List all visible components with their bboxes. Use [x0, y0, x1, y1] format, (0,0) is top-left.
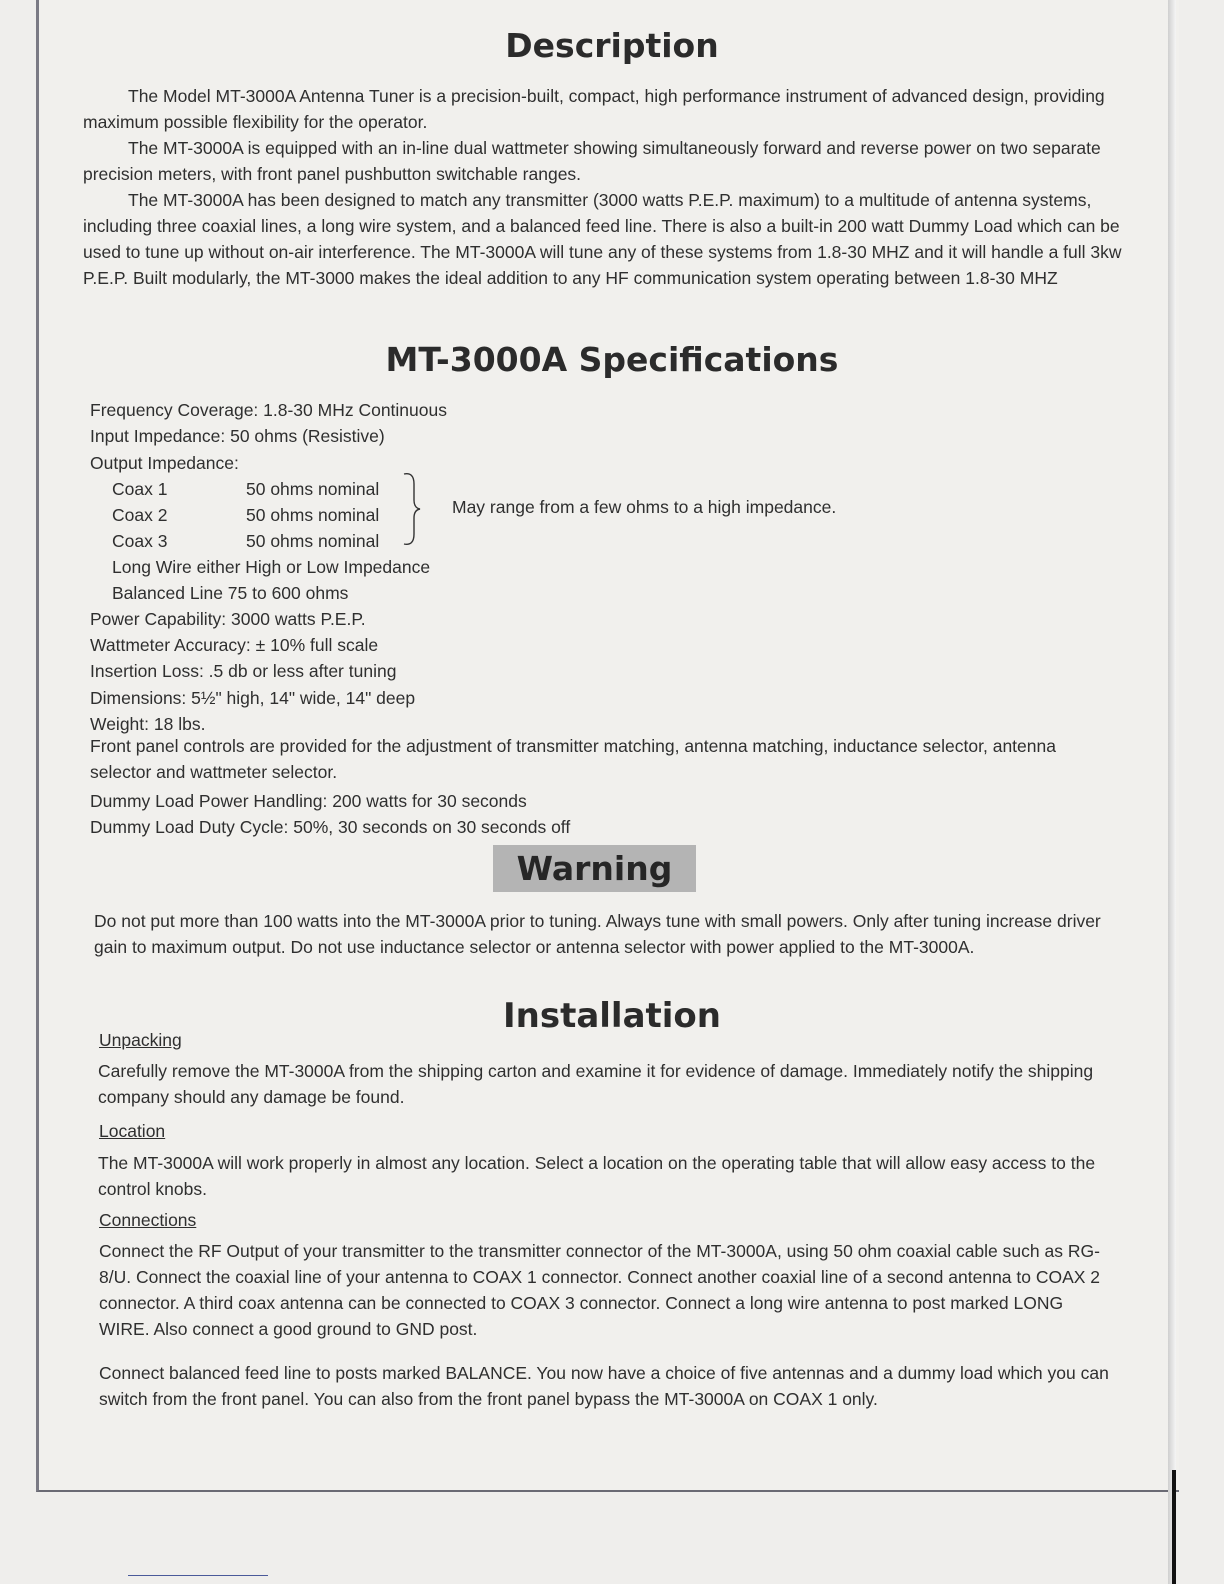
- unpacking-text: Carefully remove the MT-3000A from the shipping carton and examine it for evidence of damage. Immediately notify the shipping company should any damage be found.: [98, 1061, 1094, 1107]
- spec-output-impedance: Output Impedance:: [90, 453, 239, 473]
- spec-dimensions: Dimensions: 5½" high, 14" wide, 14" deep: [90, 688, 416, 708]
- bottom-rule: [128, 1575, 268, 1576]
- spec-coax-2-label: Coax 2: [112, 505, 168, 525]
- spec-long-wire: Long Wire either High or Low Impedance: [112, 557, 431, 577]
- spec-balanced-line: Balanced Line 75 to 600 ohms: [112, 583, 349, 603]
- description-title: Description: [505, 26, 719, 65]
- spec-coax-1-value: 50 ohms nominal: [246, 479, 380, 499]
- spec-accuracy: Wattmeter Accuracy: ± 10% full scale: [90, 635, 379, 655]
- connections-text-1: Connect the RF Output of your transmitter to the transmitter connector of the MT-3000A, using 50 ohm coaxial cable such as RG-8/U. Connect the coaxial line of your antenna to COAX 1 connector. Connect another coaxial line of a second antenna to COAX 2 connector. A third coax antenna can be connected to COAX 3 connector. Connect a long wire antenna to post marked LONG WIRE. Also connect a good ground to GND post.: [99, 1241, 1101, 1339]
- spec-insertion-loss: Insertion Loss: .5 db or less after tuning: [90, 661, 397, 681]
- spec-power: Power Capability: 3000 watts P.E.P.: [90, 609, 366, 629]
- page-edge-strip: [1172, 1470, 1176, 1584]
- installation-title: Installation: [502, 996, 721, 1036]
- location-text: The MT-3000A will work properly in almost any location. Select a location on the operating table that will allow easy access to the control knobs.: [98, 1153, 1096, 1199]
- spec-weight: Weight: 18 lbs.: [90, 714, 206, 734]
- warning-text: Do not put more than 100 watts into the MT-3000A prior to tuning. Always tune with small powers. Only after tuning increase driver gain to maximum output. Do not use inductance selector or antenna selector with power applied to the MT-3000A.: [94, 911, 1101, 957]
- spec-coax-1-label: Coax 1: [112, 479, 168, 499]
- page-edge-shadow: [1168, 0, 1176, 1584]
- description-paragraph-2: The MT-3000A is equipped with an in-line dual wattmeter showing simultaneously forward and reverse power on two separate precision meters, with front panel pushbutton switchable ranges.: [83, 138, 1101, 184]
- spec-dummy-duty: Dummy Load Duty Cycle: 50%, 30 seconds on 30 seconds off: [90, 817, 571, 837]
- spec-frequency: Frequency Coverage: 1.8-30 MHz Continuous: [90, 400, 447, 420]
- specifications-title: MT-3000A Specifications: [385, 340, 839, 379]
- spec-range-note: May range from a few ohms to a high impedance.: [452, 497, 837, 517]
- spec-front-panel: Front panel controls are provided for the adjustment of transmitter matching, antenna matching, inductance selector, antenna selector and wattmeter selector.: [90, 736, 1056, 782]
- coax-brace: [402, 470, 424, 548]
- location-heading: Location: [99, 1121, 166, 1141]
- spec-coax-3-value: 50 ohms nominal: [246, 531, 380, 551]
- connections-heading: Connections: [99, 1210, 197, 1230]
- spec-coax-2-value: 50 ohms nominal: [246, 505, 380, 525]
- description-paragraph-3: The MT-3000A has been designed to match any transmitter (3000 watts P.E.P. maximum) to a multitude of antenna systems, including three coaxial lines, a long wire system, and a balanced feed line. There is also a built-in 200 watt Dummy Load which can be used to tune up without on-air interference. The MT-3000A will tune any of these systems from 1.8-30 MHZ and it will handle a full 3kw P.E.P. Built modularly, the MT-3000 makes the ideal addition to any HF communication system operating between 1.8-30 MHZ: [83, 190, 1122, 288]
- unpacking-heading: Unpacking: [99, 1030, 182, 1050]
- spec-coax-3-label: Coax 3: [112, 531, 168, 551]
- description-paragraph-1: The Model MT-3000A Antenna Tuner is a precision-built, compact, high performance instrument of advanced design, providing maximum possible flexibility for the operator.: [83, 86, 1105, 132]
- spec-input-impedance: Input Impedance: 50 ohms (Resistive): [90, 426, 385, 446]
- spec-dummy-power: Dummy Load Power Handling: 200 watts for 30 seconds: [90, 791, 527, 811]
- warning-title: Warning: [516, 849, 673, 888]
- warning-banner: [493, 845, 696, 892]
- connections-text-2: Connect balanced feed line to posts marked BALANCE. You now have a choice of five antennas and a dummy load which you can switch from the front panel. You can also from the front panel bypass the MT-3000A on COAX 1 only.: [99, 1363, 1109, 1409]
